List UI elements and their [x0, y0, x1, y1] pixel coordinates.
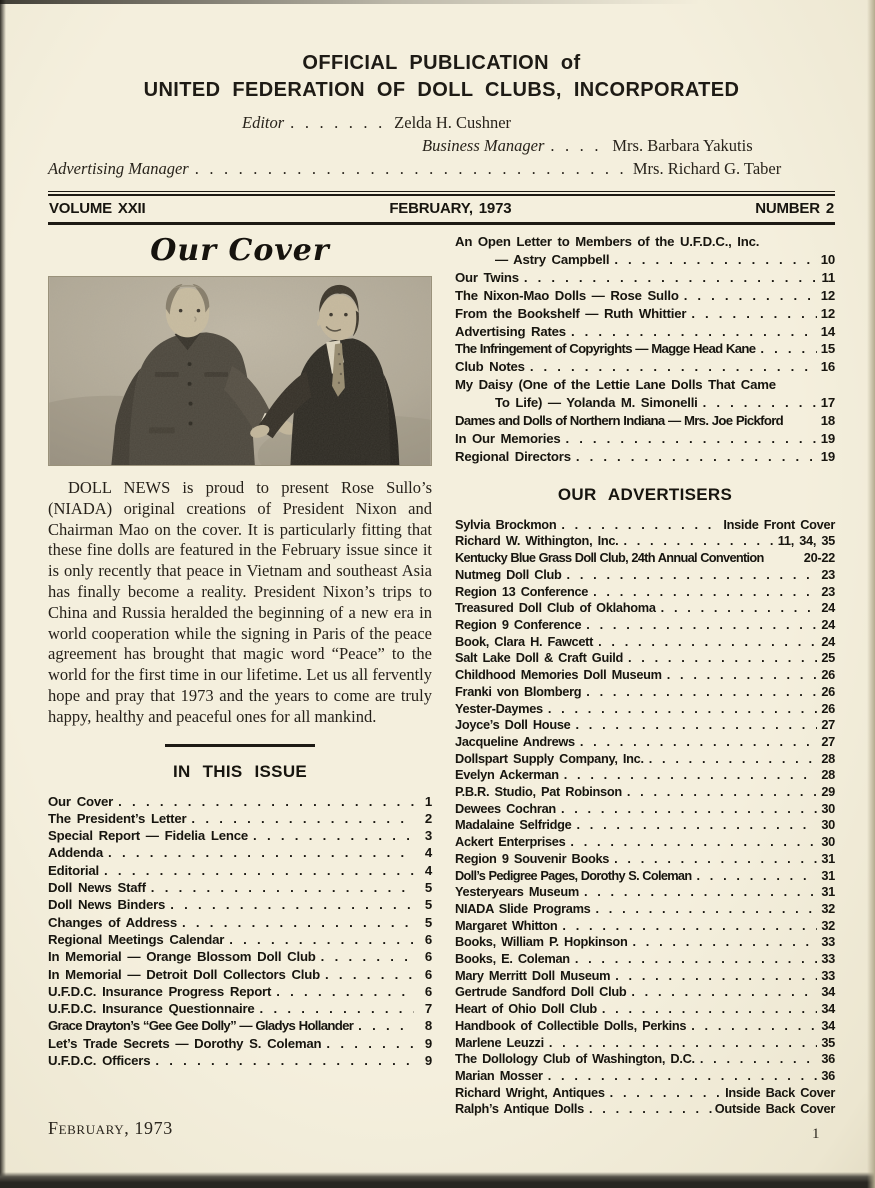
advertiser-row	[455, 968, 835, 985]
toc-title: The President’s Letter	[48, 810, 187, 826]
advertiser-name: Region 9 Conference	[455, 617, 582, 632]
toc-title: The Nixon-Mao Dolls — Rose Sullo	[455, 287, 679, 303]
toc-page-number: 15	[820, 341, 835, 357]
toc-row	[455, 340, 835, 358]
advertiser-name: Yesteryears Museum	[455, 884, 579, 900]
advertiser-page-number: 34	[821, 1017, 835, 1033]
page-edge-shadow-right	[867, 0, 875, 1188]
toc-page-number: 19	[820, 430, 835, 446]
leader-dots	[229, 931, 414, 948]
leader-dots	[760, 340, 817, 358]
toc-row	[455, 269, 835, 287]
in-this-issue-heading: IN THIS ISSUE	[172, 761, 308, 781]
leader-dots	[598, 634, 817, 651]
toc-row	[48, 983, 432, 1000]
advertiser-row	[455, 834, 835, 851]
masthead-line2: UNITED FEDERATION OF DOLL CLUBS, INCORPORATED	[143, 79, 740, 101]
advertiser-row	[455, 784, 835, 801]
advertiser-name: Evelyn Ackerman	[455, 767, 559, 783]
leader-dots	[691, 305, 817, 323]
advertiser-page-number: Inside Back Cover	[725, 1084, 835, 1100]
leader-dots	[575, 717, 817, 734]
staff-role: Advertising Manager	[48, 159, 189, 178]
advertiser-page-number: 27	[821, 717, 835, 733]
leader-dots	[195, 159, 627, 179]
toc-title: Editorial	[48, 862, 99, 878]
leader-dots	[631, 984, 817, 1001]
toc-title: An Open Letter to Members of the U.F.D.C., Inc.	[455, 234, 760, 249]
masthead-staff	[48, 113, 835, 182]
advertiser-name: Richard W. Withington, Inc.	[455, 533, 619, 549]
our-advertisers-heading: OUR ADVERTISERS	[557, 484, 733, 504]
advertiser-name: Margaret Whitton	[455, 917, 558, 933]
toc-title: In Memorial — Orange Blossom Doll Club	[48, 949, 316, 965]
toc-page-number: 3	[424, 828, 432, 844]
advertiser-row	[455, 901, 835, 918]
advertiser-page-number: 33	[821, 934, 835, 950]
toc-page-number: 12	[820, 287, 835, 303]
staff-row	[48, 159, 835, 182]
toc-title: U.F.D.C. Insurance Questionnaire	[48, 1001, 255, 1017]
leader-dots	[586, 684, 817, 701]
leader-dots	[661, 600, 817, 617]
toc-title: In Our Memories	[455, 430, 561, 446]
footer-issue-date: February, 1973	[48, 1118, 173, 1138]
toc-row	[48, 931, 432, 948]
leader-dots	[615, 968, 817, 985]
toc-row	[48, 827, 432, 844]
leader-dots	[703, 394, 817, 412]
toc-page-number: 9	[424, 1035, 432, 1051]
advertiser-page-number: 33	[821, 967, 835, 983]
advertiser-row	[455, 650, 835, 667]
toc-title: Let’s Trade Secrets — Dorothy S. Coleman	[48, 1035, 322, 1051]
leader-dots	[623, 533, 774, 550]
footer-page-number: 1	[812, 1126, 820, 1142]
advertiser-row	[455, 701, 835, 718]
leader-dots	[567, 567, 817, 584]
leader-dots	[691, 1018, 817, 1035]
toc-page-number: 19	[820, 448, 835, 464]
advertiser-name: Ackert Enterprises	[455, 834, 566, 850]
advertiser-row	[455, 634, 835, 651]
advertiser-page-number: 30	[821, 817, 835, 833]
toc-title: — Astry Campbell	[495, 251, 610, 267]
leader-dots	[696, 868, 817, 885]
leader-dots	[571, 323, 817, 341]
toc-title: The Infringement of Copyrights — Magge Head Kane	[455, 341, 756, 357]
leader-dots	[550, 136, 606, 156]
toc-row	[48, 896, 432, 913]
advertiser-row	[455, 984, 835, 1001]
leader-dots	[614, 251, 817, 269]
advertiser-page-number: 31	[821, 884, 835, 900]
advertiser-name: The Dollology Club of Washington, D.C.	[455, 1051, 695, 1067]
advertiser-row	[455, 918, 835, 935]
advertiser-row	[455, 868, 835, 885]
leader-dots	[524, 269, 817, 287]
toc-page-number: 9	[424, 1053, 432, 1069]
advertiser-row	[455, 617, 835, 634]
toc-row	[48, 1017, 432, 1034]
staff-role: Editor	[242, 113, 285, 132]
leader-dots	[589, 1101, 712, 1118]
advertiser-name: Jacqueline Andrews	[455, 733, 575, 749]
advertiser-page-number: 26	[821, 700, 835, 716]
advertiser-name: Sylvia Brockmon	[455, 516, 557, 532]
toc-page-number: 4	[424, 845, 432, 861]
cover-photo-nixon-mao-dolls-image	[48, 276, 432, 466]
advertiser-page-number: 23	[821, 566, 835, 582]
toc-page-number: 12	[820, 305, 835, 321]
staff-name: Mrs. Barbara Yakutis	[612, 136, 753, 155]
toc-row	[455, 376, 835, 394]
advertiser-name: Richard Wright, Antiques	[455, 1084, 605, 1100]
toc-row	[455, 394, 835, 412]
toc-page-number: 5	[424, 880, 432, 896]
toc-title: Doll News Binders	[48, 897, 166, 913]
toc-row	[48, 1052, 432, 1069]
advertiser-name: Handbook of Collectible Dolls, Perkins	[455, 1017, 687, 1033]
advertiser-row	[455, 567, 835, 584]
cover-intro-paragraph: DOLL NEWS is proud to present Rose Sullo’s (NIADA) original creations of President Nixon and Chairman Mao on the cover. It is particularly fitting that these fine dolls are featured in the February issue since it is only recently that peace in Vietnam and southeast Asia has finally become a reality. President Nixon’s trips to China and Russia heralded the beginning of a new era in world cooperation while the signing in Paris of the peace agreement has brought that magic word “Peace” to the world for the first time in our lifetime. Let us all fervently hope and pray that 1973 and the years to come are truly happy, healthy and peaceful ones for all mankind.	[48, 478, 432, 726]
leader-dots	[530, 358, 817, 376]
toc-title: Our Twins	[455, 269, 519, 285]
leader-dots	[290, 113, 388, 133]
advertiser-page-number: 36	[821, 1067, 835, 1083]
leader-dots	[253, 827, 414, 844]
toc-title: Advertising Rates	[455, 323, 566, 339]
leader-dots	[104, 862, 414, 879]
toc-page-number: 5	[424, 914, 432, 930]
advertiser-page-number: 25	[821, 650, 835, 666]
advertiser-page-number: 30	[821, 800, 835, 816]
advertiser-name: Madalaine Selfridge	[455, 817, 572, 833]
advertiser-row	[455, 517, 835, 534]
leader-dots	[667, 667, 817, 684]
advertiser-name: Region 13 Conference	[455, 583, 589, 599]
advertiser-name: Marlene Leuzzi	[455, 1034, 544, 1050]
toc-row	[455, 233, 835, 251]
toc-row	[455, 251, 835, 269]
advertiser-page-number: 24	[821, 600, 835, 616]
masthead	[48, 50, 835, 182]
advertiser-name: Joyce’s Doll House	[455, 717, 571, 733]
staff-role: Business Manager	[422, 136, 545, 155]
leader-dots	[684, 287, 817, 305]
advertiser-name: Marian Mosser	[455, 1067, 543, 1083]
toc-title: Regional Meetings Calendar	[48, 931, 225, 947]
advertiser-page-number: 34	[821, 984, 835, 1000]
our-cover-title: Our Cover	[150, 233, 330, 268]
advertiser-name: Doll’s Pedigree Pages, Dorothy S. Coleman	[455, 867, 692, 883]
advertiser-page-number: 29	[821, 784, 835, 800]
leader-dots	[170, 896, 414, 913]
toc-title: Dames and Dolls of Northern Indiana — Mrs. Joe Pickford	[455, 413, 783, 429]
toc-row	[455, 323, 835, 341]
advertiser-page-number: 33	[821, 951, 835, 967]
toc-page-number: 6	[424, 949, 432, 965]
toc-title: Addenda	[48, 845, 104, 861]
advertiser-page-number: 35	[821, 1034, 835, 1050]
toc-row	[48, 844, 432, 861]
page-content	[48, 50, 835, 1118]
toc-title: U.F.D.C. Insurance Progress Report	[48, 983, 272, 999]
advertiser-name: Heart of Ohio Doll Club	[455, 1001, 597, 1017]
toc-title: Our Cover	[48, 793, 114, 809]
page-edge-shadow-bottom	[0, 1172, 875, 1188]
leader-dots	[584, 884, 817, 901]
masthead-line1: OFFICIAL PUBLICATION of	[302, 52, 581, 74]
advertiser-row	[455, 1051, 835, 1068]
leader-dots	[649, 751, 817, 768]
staff-row	[422, 136, 835, 159]
leader-dots	[627, 784, 817, 801]
leader-dots	[700, 1051, 817, 1068]
toc-page-number: 4	[424, 862, 432, 878]
advertiser-row	[455, 550, 835, 567]
leader-dots	[575, 951, 817, 968]
toc-page-number: 5	[424, 897, 432, 913]
advertiser-page-number: 24	[821, 633, 835, 649]
advertiser-page-number: 31	[821, 867, 835, 883]
toc-row	[48, 914, 432, 931]
advertiser-row	[455, 951, 835, 968]
leader-dots	[260, 1000, 414, 1017]
advertiser-name: Franki von Blomberg	[455, 683, 582, 699]
advertiser-page-number: 27	[821, 733, 835, 749]
advertiser-name: Mary Merritt Doll Museum	[455, 967, 611, 983]
advertiser-page-number: 24	[821, 617, 835, 632]
toc-row	[455, 287, 835, 305]
leader-dots	[325, 966, 414, 983]
leader-dots	[595, 901, 817, 918]
toc-title: Changes of Address	[48, 914, 177, 930]
advertiser-page-number: Inside Front Cover	[723, 516, 835, 532]
leader-dots	[118, 793, 414, 810]
toc-page-number: 7	[424, 1001, 432, 1017]
advertiser-page-number: 28	[821, 750, 835, 766]
toc-title: Special Report — Fidelia Lence	[48, 828, 249, 844]
advertiser-name: P.B.R. Studio, Pat Robinson	[455, 784, 622, 800]
advertiser-page-number: 28	[821, 767, 835, 783]
leader-dots	[548, 701, 817, 718]
advertiser-row	[455, 1068, 835, 1085]
toc-title: Club Notes	[455, 359, 525, 375]
contents-list	[455, 233, 835, 466]
leader-dots	[561, 517, 720, 534]
toc-page-number: 14	[820, 323, 835, 339]
page-edge-shadow-left	[0, 0, 6, 1188]
leader-dots	[565, 430, 817, 448]
volume-label: VOLUME XXII	[49, 200, 146, 217]
left-column	[48, 231, 432, 1118]
toc-row	[455, 305, 835, 323]
advertiser-name: Gertrude Sandford Doll Club	[455, 984, 627, 1000]
staff-name: Mrs. Richard G. Taber	[632, 159, 782, 178]
leader-dots	[561, 801, 817, 818]
toc-row	[48, 948, 432, 965]
advertiser-name: Books, William P. Hopkinson	[455, 934, 628, 950]
leader-dots	[549, 1035, 817, 1052]
advertiser-page-number: 34	[821, 1001, 835, 1017]
advertiser-name: Yester-Daymes	[455, 700, 543, 716]
advertiser-name: Treasured Doll Club of Oklahoma	[455, 600, 656, 616]
right-column	[455, 231, 835, 1118]
toc-page-number: 6	[424, 966, 432, 982]
leader-dots	[108, 844, 414, 861]
leader-dots	[593, 584, 817, 601]
advertiser-row	[455, 884, 835, 901]
leader-dots	[628, 650, 817, 667]
toc-page-number: 2	[424, 810, 432, 826]
toc-row	[455, 448, 835, 466]
toc-page-number: 6	[424, 931, 432, 947]
leader-dots	[614, 851, 817, 868]
advertiser-row	[455, 584, 835, 601]
advertiser-page-number: 26	[821, 667, 835, 683]
toc-page-number: 17	[820, 395, 835, 411]
advertiser-page-number: 23	[821, 583, 835, 599]
toc-page-number: 8	[424, 1018, 432, 1034]
toc-title: In Memorial — Detroit Doll Collectors Club	[48, 966, 320, 982]
number-label: NUMBER 2	[755, 200, 834, 217]
toc-title: U.F.D.C. Officers	[48, 1053, 151, 1069]
page-edge-shadow-top	[0, 0, 875, 4]
advertiser-row	[455, 684, 835, 701]
leader-dots	[564, 767, 817, 784]
advertiser-name: Book, Clara H. Fawcett	[455, 633, 594, 649]
advertiser-row	[455, 533, 835, 550]
advertiser-row	[455, 1101, 835, 1118]
advertiser-row	[455, 751, 835, 768]
leader-dots	[576, 817, 817, 834]
toc-row	[455, 412, 835, 430]
advertiser-row	[455, 934, 835, 951]
advertiser-name: Salt Lake Doll & Craft Guild	[455, 650, 623, 666]
toc-row	[48, 879, 432, 896]
advertiser-name: Dewees Cochran	[455, 800, 556, 816]
leader-dots	[182, 914, 414, 931]
advertiser-row	[455, 600, 835, 617]
toc-row	[48, 966, 432, 983]
advertiser-page-number: 11, 34, 35	[777, 533, 835, 549]
leader-dots	[632, 934, 817, 951]
leader-dots	[155, 1052, 414, 1069]
advertiser-page-number: 32	[821, 900, 835, 916]
advertiser-name: Dollspart Supply Company, Inc.	[455, 750, 644, 766]
advertiser-row	[455, 1085, 835, 1102]
toc-row	[48, 793, 432, 810]
advertiser-name: Childhood Memories Doll Museum	[455, 667, 662, 683]
toc-row	[455, 358, 835, 376]
leader-dots	[321, 948, 414, 965]
toc-title: Grace Drayton’s “Gee Gee Dolly” — Gladys Hollander	[48, 1018, 354, 1034]
toc-page-number: 18	[820, 413, 835, 429]
toc-page-number: 16	[820, 359, 835, 375]
toc-page-number: 1	[424, 793, 432, 809]
advertiser-name: Books, E. Coleman	[455, 951, 570, 967]
advertiser-name: Region 9 Souvenir Books	[455, 850, 610, 866]
leader-dots	[151, 879, 414, 896]
toc-row	[48, 862, 432, 879]
advertiser-name: NIADA Slide Programs	[455, 900, 591, 916]
leader-dots	[548, 1068, 817, 1085]
advertiser-row	[455, 717, 835, 734]
toc-page-number: 10	[820, 251, 835, 267]
toc-title: Doll News Staff	[48, 880, 146, 896]
advertiser-page-number: Outside Back Cover	[714, 1101, 835, 1117]
advertiser-name: Kentucky Blue Grass Doll Club, 24th Annual Convention	[455, 550, 764, 566]
toc-row	[48, 1035, 432, 1052]
in-this-issue-list	[48, 793, 432, 1070]
advertiser-row	[455, 734, 835, 751]
leader-dots	[576, 448, 817, 466]
advertiser-page-number: 31	[821, 850, 835, 866]
advertiser-row	[455, 1001, 835, 1018]
advertiser-row	[455, 801, 835, 818]
toc-title: To Life) — Yolanda M. Simonelli	[495, 395, 698, 411]
volume-bar	[48, 191, 835, 225]
advertiser-row	[455, 767, 835, 784]
toc-title: Regional Directors	[455, 448, 571, 464]
toc-row	[455, 430, 835, 448]
leader-dots	[602, 1001, 817, 1018]
advertisers-list	[455, 517, 835, 1118]
advertiser-page-number: 30	[821, 834, 835, 850]
toc-page-number: 11	[821, 269, 835, 285]
leader-dots	[276, 983, 414, 1000]
advertiser-page-number: 26	[821, 683, 835, 699]
advertiser-row	[455, 1035, 835, 1052]
advertiser-name: Ralph’s Antique Dolls	[455, 1101, 584, 1117]
section-divider	[165, 744, 315, 747]
advertiser-row	[455, 1018, 835, 1035]
leader-dots	[326, 1035, 414, 1052]
toc-title: From the Bookshelf — Ruth Whittier	[455, 305, 687, 321]
leader-dots	[562, 918, 817, 935]
advertiser-name: Nutmeg Doll Club	[455, 566, 562, 582]
toc-row	[48, 810, 432, 827]
advertiser-page-number: 32	[821, 917, 835, 933]
leader-dots	[610, 1085, 722, 1102]
advertiser-row	[455, 851, 835, 868]
advertiser-row	[455, 667, 835, 684]
toc-title: My Daisy (One of the Lettie Lane Dolls That Came	[455, 377, 776, 393]
leader-dots	[580, 734, 817, 751]
advertiser-row	[455, 817, 835, 834]
advertiser-page-number: 20-22	[803, 550, 835, 566]
leader-dots	[586, 617, 817, 634]
issue-date-label: FEBRUARY, 1973	[389, 200, 512, 217]
staff-name: Zelda H. Cushner	[394, 113, 512, 132]
staff-row	[242, 113, 835, 136]
toc-row	[48, 1000, 432, 1017]
toc-page-number: 6	[424, 983, 432, 999]
leader-dots	[191, 810, 414, 827]
leader-dots	[358, 1017, 414, 1034]
advertiser-page-number: 36	[821, 1051, 835, 1067]
leader-dots	[570, 834, 817, 851]
